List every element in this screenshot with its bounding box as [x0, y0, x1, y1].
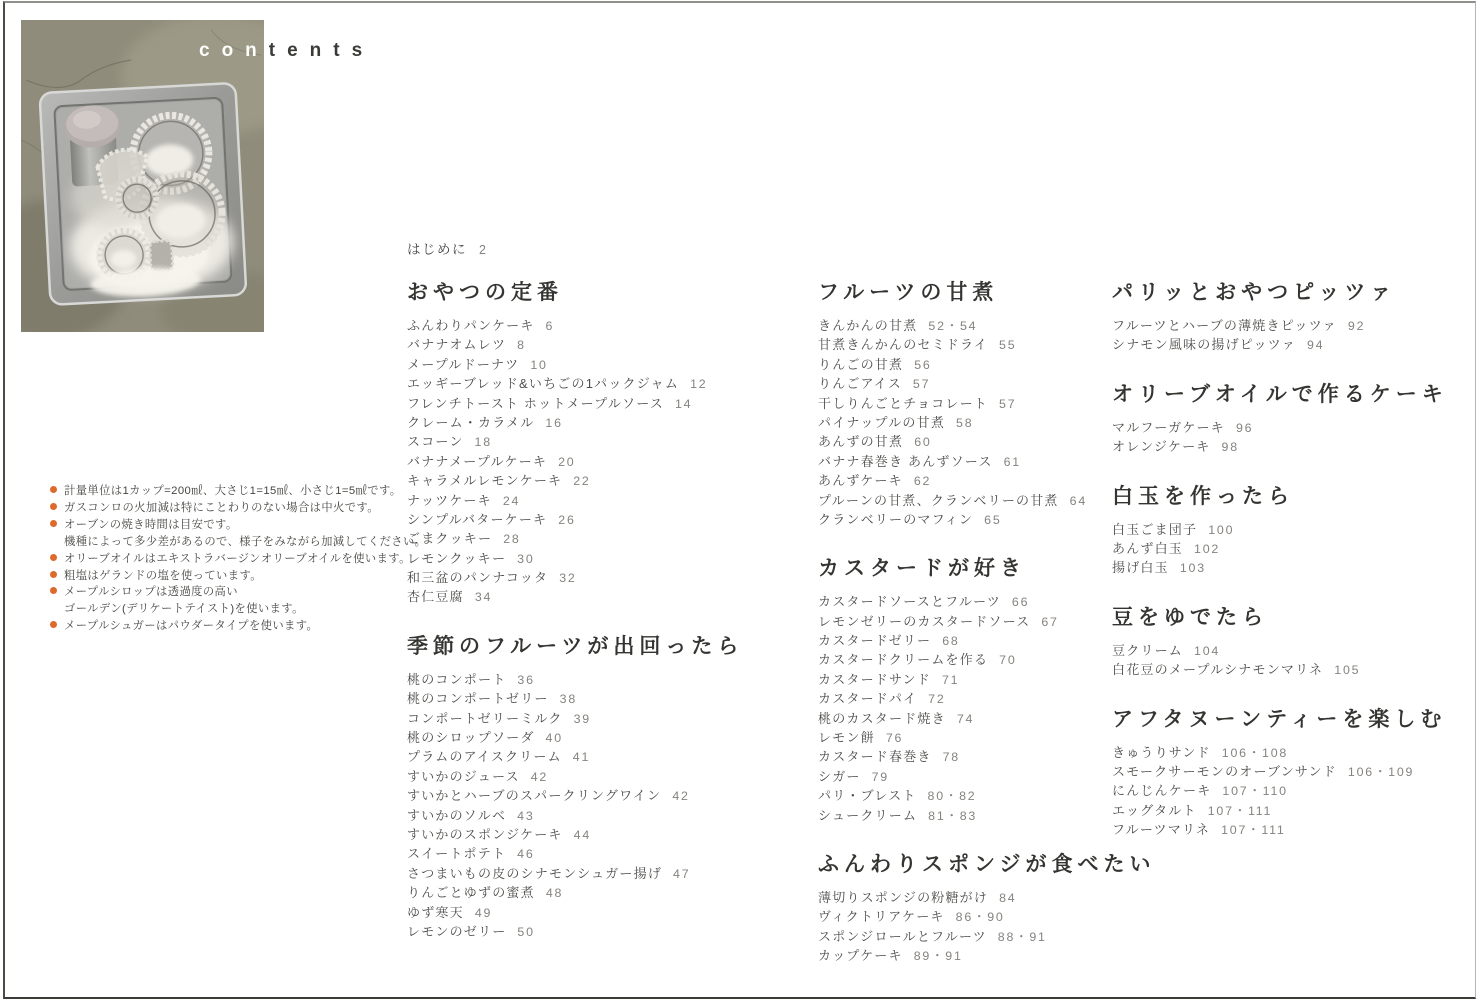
toc-entry-page-number: 30 [517, 551, 535, 566]
toc-section [1112, 604, 1477, 680]
note-line [50, 534, 427, 551]
toc-entry-title: スモークサーモンのオーブンサンド [1112, 763, 1337, 779]
toc-entry-page-number: 72 [928, 692, 946, 707]
toc-entry [818, 946, 1118, 965]
toc-entry [407, 806, 807, 825]
toc-entry-title: 薄切りスポンジの粉糖がけ [818, 889, 989, 905]
toc-entry-page-number: 18 [474, 435, 492, 450]
toc-entry-page-number: 58 [956, 415, 974, 430]
toc-entry-page-number: 66 [1011, 595, 1030, 610]
toc-entry-title: バナナ春巻き あんずソース [818, 453, 993, 469]
measurement-notes [50, 483, 427, 635]
toc-section [1112, 483, 1477, 578]
toc-entry-title: すいかのジュース [407, 768, 520, 784]
toc-entry-title: りんごの甘煮 [818, 356, 904, 372]
toc-entry-page-number: 84 [999, 890, 1017, 905]
toc-entry [818, 728, 1118, 747]
toc-entry-title: カップケーキ [818, 948, 903, 964]
section-heading: カスタードが好き [818, 557, 1026, 581]
toc-entry-page-number: 104 [1194, 643, 1221, 658]
toc-entry [407, 767, 807, 786]
section-items [1112, 641, 1477, 680]
toc-entry-page-number: 52・54 [928, 319, 978, 333]
toc-entry-page-number: 64 [1069, 493, 1088, 508]
toc-entry-title: きんかんの甘煮 [818, 318, 918, 333]
toc-entry-page-number: 107・110 [1222, 784, 1288, 799]
toc-entry [407, 825, 807, 844]
toc-entry [818, 452, 1118, 471]
bullet-dot-icon [50, 520, 57, 527]
toc-entry-title: ふんわりパンケーキ [407, 318, 535, 333]
toc-entry [818, 689, 1118, 708]
toc-entry-page-number: 50 [517, 924, 535, 939]
toc-entry-title: 干しりんごとチョコレート [818, 395, 989, 411]
toc-entry-title: クレーム・カラメル [407, 414, 535, 430]
toc-entry [818, 355, 1118, 374]
toc-entry-page-number: 80・82 [927, 789, 977, 804]
toc-entry-title: フレンチトースト ホットメープルソース [407, 395, 664, 411]
toc-entry-page-number: 102 [1194, 541, 1221, 556]
note-line [50, 618, 385, 635]
toc-entry-page-number: 94 [1306, 338, 1325, 353]
toc-entry-title: レモンクッキー [407, 550, 507, 566]
toc-entry [407, 394, 807, 413]
note-line [50, 584, 385, 601]
toc-entry [818, 888, 1118, 907]
toc-entry [1112, 558, 1477, 577]
toc-entry [818, 747, 1118, 766]
note-line [50, 483, 402, 500]
toc-entry-page-number: 88・91 [997, 929, 1047, 944]
toc-entry-page-number: 60 [914, 435, 932, 450]
bullet-dot-icon [50, 554, 57, 561]
toc-entry-page-number: 100 [1208, 522, 1235, 537]
toc-entry-title: マルフーガケーキ [1112, 419, 1225, 435]
toc-entry-title: 桃のコンポート [407, 671, 507, 687]
toc-entry-page-number: 98 [1221, 440, 1239, 455]
toc-entry [818, 491, 1118, 510]
toc-entry-page-number: 8 [517, 338, 526, 353]
toc-entry-page-number: 42 [672, 789, 690, 804]
note-text: 粗塩はゲランドの塩を使っています。 [64, 569, 262, 582]
section-items [1112, 520, 1477, 578]
toc-entry [1112, 781, 1477, 800]
toc-entry-title: シュークリーム [818, 807, 918, 823]
toc-entry [407, 432, 807, 451]
toc-entry-page-number: 89・91 [913, 949, 963, 964]
toc-entry-title: 白玉ごま団子 [1112, 521, 1198, 537]
note-line [50, 551, 411, 568]
toc-entry-page-number: 76 [885, 731, 904, 746]
bullet-dot-icon [50, 621, 57, 628]
toc-entry-page-number: 68 [942, 634, 960, 649]
toc-entry [818, 767, 1118, 786]
toc-entry-title: 桃のカスタード焼き [818, 710, 946, 726]
toc-entry [818, 612, 1118, 631]
toc-entry-page-number: 55 [999, 338, 1017, 353]
toc-entry-page-number: 6 [545, 319, 555, 333]
toc-entry-page-number: 103 [1179, 561, 1206, 576]
toc-entry [407, 549, 807, 568]
toc-entry [407, 922, 807, 941]
toc-entry-page-number: 81・83 [928, 808, 978, 823]
toc-entry [407, 355, 807, 374]
toc-entry-page-number: 26 [558, 512, 576, 527]
tray-photo-illustration [21, 20, 264, 332]
toc-entry [407, 709, 807, 728]
toc-entry [818, 394, 1118, 413]
section-heading: 白玉を作ったら [1112, 484, 1294, 508]
bullet-dot-icon [50, 503, 57, 510]
toc-entry [407, 587, 807, 606]
toc-entry-page-number: 36 [517, 672, 535, 687]
toc-entry-page-number: 41 [572, 750, 591, 765]
toc-entry-title: さつまいもの皮のシナモンシュガー揚げ [407, 865, 663, 881]
section-heading: 季節のフルーツが出回ったら [407, 634, 744, 658]
toc-entry-page-number: 70 [999, 653, 1017, 668]
toc-entry [407, 689, 807, 708]
toc-entry [407, 510, 807, 529]
toc-entry-title: ごまクッキー [407, 531, 493, 547]
toc-entry [1112, 520, 1477, 539]
toc-entry-page-number: 105 [1334, 663, 1361, 678]
note-line [50, 500, 385, 517]
toc-entry [407, 747, 807, 766]
toc-entry-title: あんずケーキ [818, 473, 903, 489]
section-items [1112, 418, 1477, 457]
section-items [818, 888, 1118, 966]
section-items [1112, 743, 1477, 840]
toc-entry [407, 491, 807, 510]
toc-entry-title: りんごアイス [818, 376, 902, 392]
toc-entry-page-number: 14 [674, 396, 693, 411]
section-heading: アフタヌーンティーを楽しむ [1112, 707, 1447, 731]
section-heading: オリーブオイルで作るケーキ [1112, 382, 1448, 406]
toc-entry-page-number: 46 [517, 847, 535, 862]
note-text: 計量単位は1カップ=200㎖、大さじ1=15㎖、小さじ1=5㎖です。 [64, 485, 402, 497]
toc-entry [407, 844, 807, 863]
toc-entry-page-number: 78 [942, 750, 960, 765]
toc-entry-page-number: 67 [1041, 614, 1059, 629]
note-text: ゴールデン(デリケートテイスト)を使います。 [64, 603, 304, 616]
toc-entry-title: あんず白玉 [1112, 540, 1184, 556]
toc-entry-title: カスタードソースとフルーツ [818, 594, 1001, 610]
toc-entry-page-number: 38 [559, 692, 578, 707]
toc-entry-title: ナッツケーキ [407, 492, 492, 508]
toc-entry-title: ゆず寒天 [407, 904, 464, 920]
toc-entry [407, 529, 807, 548]
toc-entry-page-number: 42 [530, 769, 549, 784]
note-line [50, 517, 385, 534]
toc-entry-title: カスタードパイ [818, 691, 918, 707]
toc-entry [1112, 641, 1477, 660]
toc-entry-title: 揚げ白玉 [1112, 560, 1169, 576]
toc-entry-title: シンプルバターケーキ [407, 511, 548, 527]
toc-entry-title: キャラメルレモンケーキ [407, 473, 563, 489]
toc-entry [407, 471, 807, 490]
bullet-dot-icon [50, 571, 57, 578]
note-text: オリーブオイルはエキストラバージンオリーブオイルを使います。 [64, 552, 411, 565]
toc-entry-title: シナモン風味の揚げピッツァ [1112, 337, 1296, 353]
toc-entry [818, 670, 1118, 689]
toc-entry-page-number: 10 [530, 357, 548, 372]
section-items [407, 670, 807, 941]
toc-entry-page-number: 106・109 [1347, 764, 1415, 779]
toc-entry [407, 864, 807, 883]
section-items [407, 316, 807, 607]
toc-entry-title: フルーツとハーブの薄焼きピッツァ [1112, 318, 1337, 333]
toc-entry [818, 786, 1118, 805]
toc-entry-title: プラムのアイスクリーム [407, 749, 562, 765]
toc-entry [818, 709, 1118, 728]
toc-entry [1112, 539, 1477, 558]
toc-entry-title: すいかとハーブのスパークリングワイン [407, 788, 662, 804]
intro-page-number: 2 [479, 243, 488, 257]
toc-column-3 [1112, 279, 1477, 839]
toc-entry-title: りんごとゆずの蜜煮 [407, 885, 535, 901]
toc-entry [818, 316, 1118, 335]
toc-entry-page-number: 74 [956, 711, 975, 726]
toc-entry-page-number: 48 [545, 886, 564, 901]
toc-section [1112, 381, 1477, 457]
toc-entry-page-number: 106・108 [1221, 745, 1289, 760]
toc-entry [407, 670, 807, 689]
toc-entry [407, 883, 807, 902]
toc-entry [818, 432, 1118, 451]
note-text: メープルシュガーはパウダータイプを使います。 [64, 620, 319, 633]
toc-entry-title: カスタードクリームを作る [818, 652, 989, 668]
toc-entry [818, 374, 1118, 393]
toc-entry [1112, 762, 1477, 781]
toc-entry [818, 927, 1118, 946]
toc-entry [1112, 437, 1477, 456]
toc-entry-title: 杏仁豆腐 [407, 589, 464, 605]
toc-entry-page-number: 57 [912, 377, 931, 392]
toc-entry [1112, 418, 1477, 437]
note-line [50, 601, 385, 618]
toc-entry [818, 631, 1118, 650]
toc-entry-page-number: 92 [1347, 319, 1366, 333]
toc-entry-page-number: 71 [941, 672, 960, 687]
toc-entry-page-number: 43 [517, 808, 535, 823]
toc-entry-page-number: 40 [545, 731, 563, 746]
toc-entry-page-number: 61 [1003, 454, 1021, 469]
bullet-dot-icon [50, 486, 57, 493]
toc-entry-title: エッギーブレッド&いちごの1パックジャム [407, 376, 680, 392]
toc-entry-page-number: 65 [984, 512, 1002, 527]
toc-entry [818, 592, 1118, 611]
toc-entry-page-number: 47 [673, 866, 691, 881]
toc-entry [407, 316, 807, 335]
page-title-on-photo: con [199, 40, 269, 61]
toc-entry-page-number: 24 [502, 493, 521, 508]
toc-entry-page-number: 86・90 [955, 910, 1005, 925]
toc-entry-title: レモンのゼリー [407, 923, 507, 939]
toc-entry-page-number: 28 [503, 532, 521, 547]
toc-entry-title: レモンゼリーのカスタードソース [818, 613, 1031, 629]
section-heading: 豆をゆでたら [1112, 605, 1268, 629]
toc-entry-title: あんずの甘煮 [818, 434, 904, 450]
toc-entry [1112, 820, 1477, 839]
toc-entry-title: 桃のシロップソーダ [407, 730, 535, 746]
toc-entry [818, 907, 1118, 926]
toc-entry-title: スポンジロールとフルーツ [818, 928, 987, 944]
toc-entry [818, 650, 1118, 669]
toc-entry-page-number: 20 [558, 454, 576, 469]
section-items [1112, 316, 1477, 355]
toc-section [818, 555, 1118, 825]
toc-entry-page-number: 34 [474, 590, 493, 605]
toc-entry-title: 白花豆のメープルシナモンマリネ [1112, 662, 1324, 678]
toc-entry-page-number: 79 [871, 769, 889, 784]
toc-entry [407, 335, 807, 354]
toc-entry-title: すいかのスポンジケーキ [407, 826, 563, 842]
toc-entry-page-number: 56 [914, 357, 932, 372]
toc-entry-title: メープルドーナツ [407, 356, 520, 372]
toc-section [407, 279, 807, 607]
toc-entry-title: パリ・ブレスト [818, 788, 917, 804]
toc-entry [407, 374, 807, 393]
toc-entry-title: きゅうりサンド [1112, 744, 1211, 760]
toc-entry-title: エッグタルト [1112, 802, 1197, 818]
toc-entry-page-number: 32 [559, 571, 577, 586]
toc-entry [407, 786, 807, 805]
toc-entry-title: カスタードゼリー [818, 633, 932, 649]
toc-entry [818, 471, 1118, 490]
toc-entry-title: カスタードサンド [818, 671, 931, 687]
toc-entry-page-number: 39 [573, 711, 591, 726]
page-title-off-photo: tents [268, 40, 375, 61]
toc-section [818, 279, 1118, 529]
toc-entry-title: 豆クリーム [1112, 642, 1184, 658]
toc-entry-title: クランベリーのマフィン [818, 511, 974, 527]
toc-entry-page-number: 62 [913, 474, 932, 489]
toc-entry [1112, 743, 1477, 762]
toc-entry-title: スコーン [407, 434, 464, 450]
toc-entry-title: カスタード春巻き [818, 749, 932, 765]
toc-entry [818, 806, 1118, 825]
toc-entry [407, 452, 807, 471]
toc-entry-title: 甘煮きんかんのセミドライ [818, 337, 989, 353]
toc-entry-title: フルーツマリネ [1112, 822, 1211, 838]
toc-entry [407, 413, 807, 432]
toc-entry-title: パイナップルの甘煮 [818, 414, 946, 430]
toc-entry-page-number: 96 [1235, 420, 1254, 435]
toc-section [407, 633, 807, 941]
toc-entry [1112, 801, 1477, 820]
toc-entry-title: シガー [818, 768, 861, 784]
toc-entry-page-number: 57 [999, 396, 1017, 411]
section-heading: おやつの定番 [407, 281, 563, 304]
toc-section [1112, 706, 1477, 840]
toc-entry [407, 568, 807, 587]
toc-entry-page-number: 12 [690, 377, 708, 392]
toc-entry [407, 903, 807, 922]
intro-entry [407, 238, 487, 258]
toc-entry-title: バナナメープルケーキ [407, 453, 548, 469]
toc-entry-page-number: 16 [545, 415, 563, 430]
toc-entry-title: コンポートゼリーミルク [407, 710, 563, 726]
toc-entry-page-number: 22 [573, 474, 591, 489]
toc-entry [818, 413, 1118, 432]
toc-entry-title: スイートポテト [407, 846, 507, 862]
toc-entry-title: 桃のコンポートゼリー [407, 691, 549, 707]
toc-entry-page-number: 49 [474, 905, 493, 920]
toc-entry-page-number: 107・111 [1207, 803, 1273, 818]
section-heading: パリッとおやつピッツァ [1112, 281, 1397, 304]
tray-photo [21, 20, 264, 332]
toc-column-1 [407, 279, 807, 941]
section-heading: フルーツの甘煮 [818, 281, 999, 304]
toc-entry-title: バナナオムレツ [407, 337, 507, 353]
toc-entry [407, 728, 807, 747]
toc-entry [1112, 316, 1477, 335]
toc-entry-title: プルーンの甘煮、クランベリーの甘煮 [818, 492, 1059, 508]
toc-entry-title: 和三盆のパンナコッタ [407, 570, 549, 586]
note-text: オーブンの焼き時間は目安です。 [64, 518, 238, 531]
toc-section [1112, 279, 1477, 355]
bullet-dot-icon [50, 587, 57, 594]
note-line [50, 568, 385, 585]
note-text: 機種によって多少差があるので、様子をみながら加減してください。 [64, 535, 427, 548]
toc-entry-title: ヴィクトリアケーキ [818, 909, 945, 925]
toc-entry-title: にんじんケーキ [1112, 783, 1212, 799]
toc-entry [1112, 335, 1477, 354]
toc-entry-title: すいかのソルベ [407, 807, 507, 823]
toc-entry [818, 510, 1118, 529]
toc-entry [818, 335, 1118, 354]
toc-entry [1112, 660, 1477, 679]
toc-entry-page-number: 44 [573, 827, 592, 842]
toc-entry-page-number: 107・111 [1221, 823, 1286, 838]
section-heading: ふんわりスポンジが食べたい [818, 852, 1156, 876]
toc-entry-title: オレンジケーキ [1112, 439, 1211, 455]
note-text: メープルシロップは透過度の高い [64, 586, 238, 599]
note-text: ガスコンロの火加減は特にことわりのない場合は中火です。 [64, 501, 379, 514]
toc-section [818, 851, 1156, 966]
toc-entry-title: レモン餅 [818, 730, 875, 746]
section-items [818, 592, 1118, 825]
intro-label: はじめに [407, 242, 467, 257]
page-title [199, 40, 374, 62]
section-items [818, 316, 1118, 529]
